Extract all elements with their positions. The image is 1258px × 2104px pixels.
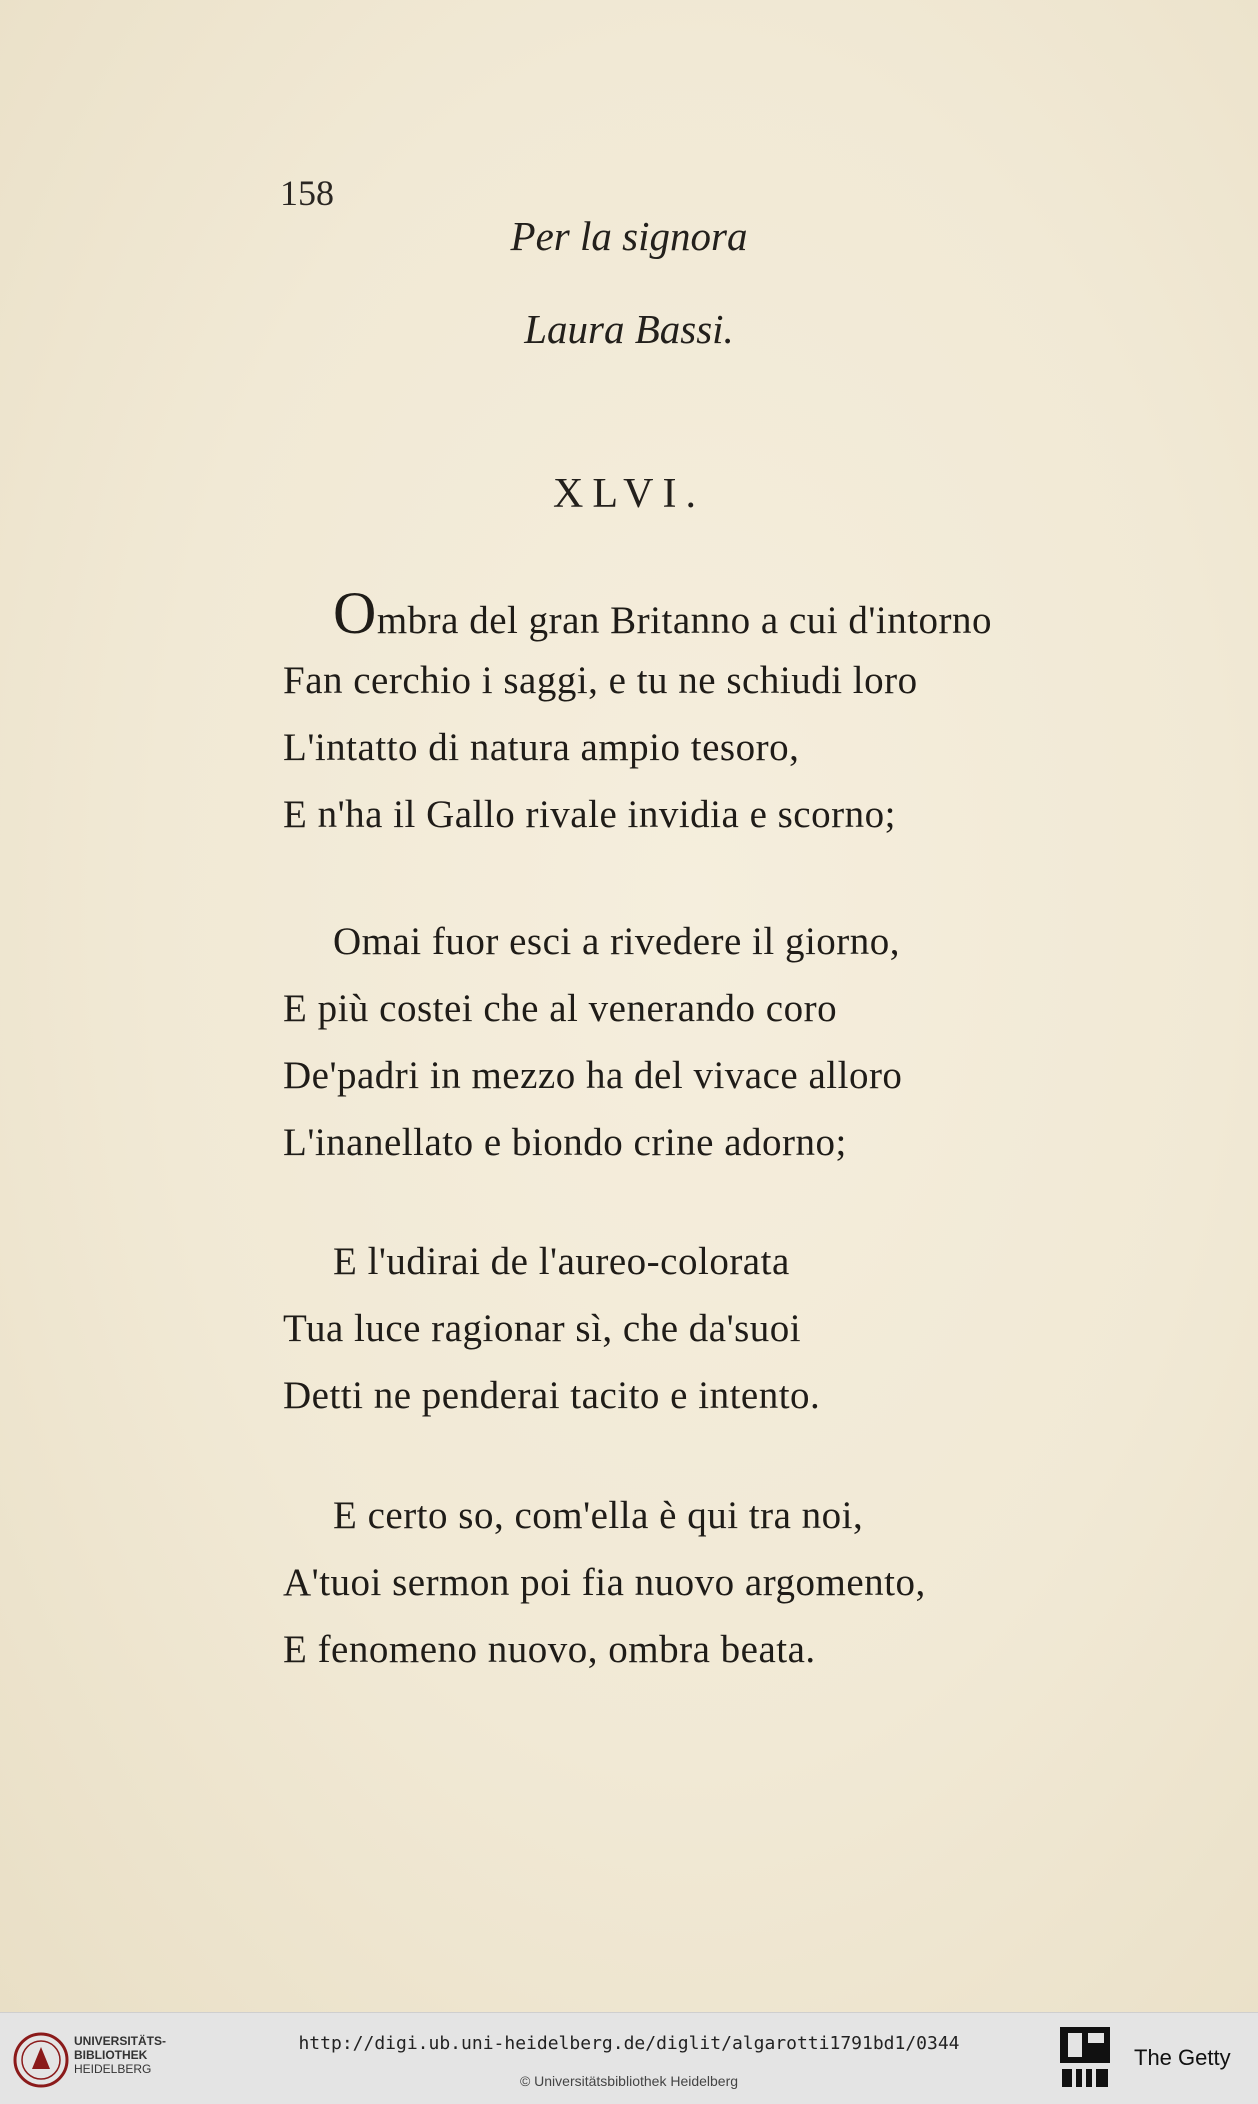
stanza-1 — [283, 580, 1203, 848]
poem-line: L'inanellato e biondo crine adorno; — [283, 1121, 847, 1164]
library-name-line-3: HEIDELBERG — [74, 2062, 152, 2076]
poem-line: Detti ne penderai tacito e intento. — [283, 1374, 821, 1417]
poem-line: E certo so, com'ella è qui tra noi, — [333, 1494, 864, 1537]
stanza-4 — [283, 1482, 1203, 1683]
poem-line: E l'udirai de l'aureo-colorata — [333, 1240, 790, 1283]
sponsor-name: The Getty — [1134, 2045, 1231, 2070]
poem-line-text: mbra del gran Britanno a cui d'intorno — [376, 599, 993, 642]
footer-bar — [0, 2012, 1258, 2104]
drop-initial: O — [333, 580, 377, 646]
poem-line: De'padri in mezzo ha del vivace alloro — [283, 1054, 903, 1097]
library-name-line-2: BIBLIOTHEK — [74, 2048, 148, 2062]
poem-line: Fan cerchio i saggi, e tu ne schiudi loro — [283, 659, 918, 702]
permalink-url[interactable]: http://digi.ub.uni-heidelberg.de/diglit/algarotti1791bd1/0344 — [298, 2033, 960, 2054]
poem-line — [283, 580, 1203, 647]
stanza-3 — [283, 1228, 1203, 1429]
poem-line: Tua luce ragionar sì, che da'suoi — [283, 1307, 802, 1350]
stanza-2 — [283, 908, 1203, 1176]
poem-line: L'intatto di natura ampio tesoro, — [283, 726, 800, 769]
dedication-line-1: Per la signora — [510, 213, 748, 259]
poem-line: E fenomeno nuovo, ombra beata. — [283, 1628, 816, 1671]
poem-line: E n'ha il Gallo rivale invidia e scorno; — [283, 793, 896, 836]
getty-logo-icon — [1058, 2025, 1112, 2091]
page-number: 158 — [280, 173, 334, 213]
dedication-line-2: Laura Bassi. — [524, 306, 734, 352]
poem-line: A'tuoi sermon poi fia nuovo argomento, — [283, 1561, 926, 1604]
poem-line: E più costei che al venerando coro — [283, 987, 838, 1030]
poem-line: Omai fuor esci a rivedere il giorno, — [333, 920, 901, 963]
library-name-line-1: UNIVERSITÄTS- — [74, 2034, 167, 2048]
copyright-notice: © Universitätsbibliothek Heidelberg — [519, 2073, 739, 2089]
poem-number: XLVI. — [553, 471, 705, 517]
